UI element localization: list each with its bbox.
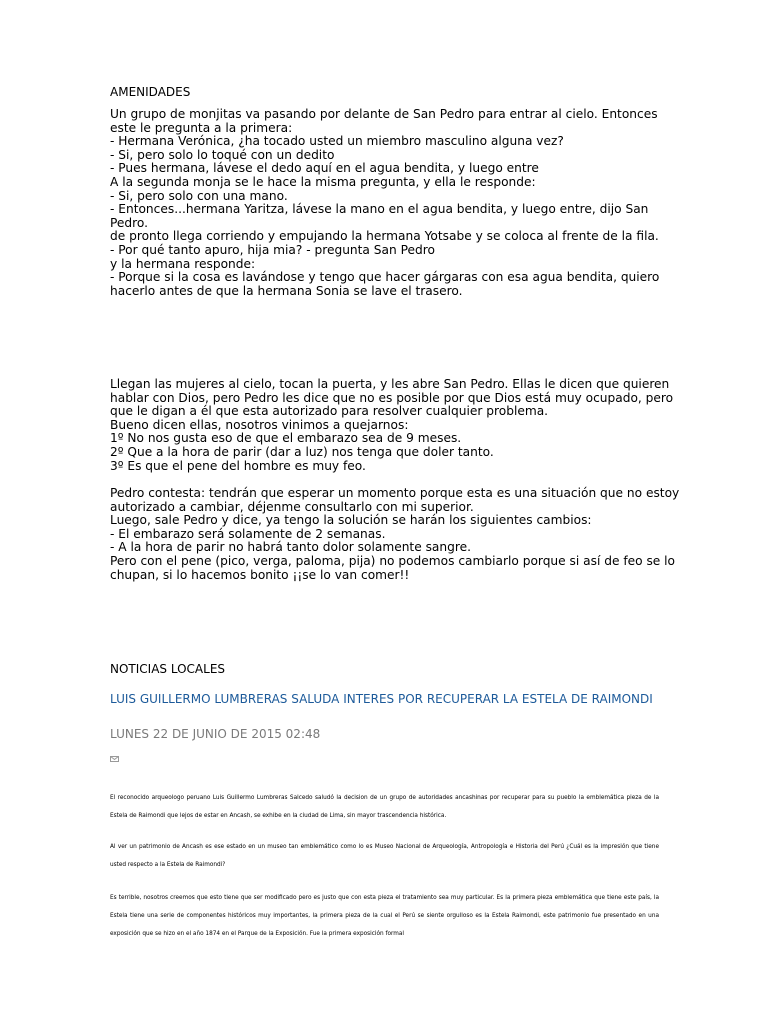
- text-line: Bueno dicen ellas, nosotros vinimos a quejarnos:: [110, 417, 409, 432]
- text-line: chupan, si lo hacemos bonito ¡¡se lo van comer!!: [110, 567, 410, 582]
- text-line: - Hermana Verónica, ¿ha tocado usted un miembro masculino alguna vez?: [110, 134, 564, 149]
- text-line: - Por qué tanto apuro, hija mia? - pregunta San Pedro: [110, 242, 435, 257]
- joke-text-2: [110, 377, 674, 473]
- text-line: - Porque si la cosa es lavándose y tengo que hacer gárgaras con esa agua bendita, quiero: [110, 270, 660, 285]
- text-line: hacerlo antes de que la hermana Sonia se lave el trasero.: [110, 283, 463, 298]
- text-line: de pronto llega corriendo y empujando la hermana Yotsabe y se coloca al frente de la fila.: [110, 229, 659, 244]
- text-line: 2º Que a la hora de parir (dar a luz) nos tenga que doler tanto.: [110, 444, 494, 459]
- article-date: LUNES 22 DE JUNIO DE 2015 02:48: [110, 727, 321, 741]
- joke-text-3: [110, 486, 680, 582]
- text-line: Pedro contesta: tendrán que esperar un momento porque esta es una situación que no estoy: [110, 486, 680, 500]
- text-line: A la segunda monja se le hace la misma pregunta, y ella le responde:: [110, 174, 536, 189]
- section-heading-amenidades: AMENIDADES: [110, 85, 191, 99]
- text-line: que le digan a él que esta autorizado para resolver cualquier problema.: [110, 404, 549, 419]
- text-line: - El embarazo será solamente de 2 semanas.: [110, 526, 386, 541]
- text-line: 1º No nos gusta eso de que el embarazo sea de 9 meses.: [110, 431, 462, 446]
- text-line: este le pregunta a la primera:: [110, 120, 293, 135]
- envelope-icon[interactable]: [110, 756, 119, 762]
- text-line: y la hermana responde:: [110, 256, 256, 271]
- article-paragraph: Es terrible, nosotros creemos que esto tiene que ser modificado pero es justo que con esta pieza el tratamiento sea muy particular. Es la primera pieza emblemática que tiene este país, la Estela tiene una serie de componentes históricos muy importantes, la primera pieza de la cual el Perú se siente orgulloso es la Estela Raimondi, este patrimonio fue presentado en una exposición que se hizo en el año 1874 en el Parque de la Exposición. Fue la primera exposición formal: [110, 893, 659, 937]
- text-line: - Pues hermana, lávese el dedo aquí en el agua bendita, y luego entre: [110, 161, 539, 176]
- text-line: Luego, sale Pedro y dice, ya tengo la solución se harán los siguientes cambios:: [110, 513, 592, 528]
- text-line: - Si, pero solo lo toqué con un dedito: [110, 147, 335, 162]
- text-line: hablar con Dios, pero Pedro les dice que no es posible por que Dios está muy ocupado, pero: [110, 390, 674, 405]
- text-line: autorizado a cambiar, déjenme consultarlo con mi superior.: [110, 499, 474, 514]
- news-article-title-link[interactable]: LUIS GUILLERMO LUMBRERAS SALUDA INTERES POR RECUPERAR LA ESTELA DE RAIMONDI: [110, 692, 653, 706]
- text-line: 3º Es que el pene del hombre es muy feo.: [110, 458, 366, 473]
- article-paragraph: El reconocido arqueologo peruano Luis Guillermo Lumbreras Salcedo saludó la decision de un grupo de autoridades ancashinas por recuperar para su pueblo la emblemática pieza de la Estela de Raimondi que lejos de estar en Ancash, se exhibe en la ciudad de Lima, sin mayor trascendencia histórica.: [110, 793, 659, 819]
- text-line: - Si, pero solo con una mano.: [110, 188, 288, 203]
- joke-text-1: [110, 108, 662, 298]
- text-line: - A la hora de parir no habrá tanto dolor solamente sangre.: [110, 540, 471, 555]
- text-line: Llegan las mujeres al cielo, tocan la puerta, y les abre San Pedro. Ellas le dicen que quieren: [110, 377, 670, 391]
- article-paragraph: Al ver un patrimonio de Ancash es ese estado en un museo tan emblemático como lo es Museo Nacional de Arqueología, Antropología e Historia del Perú ¿Cuál es la impresión que tiene usted respecto a la Estela de Raimondi?: [110, 842, 659, 868]
- text-line: Pedro.: [110, 215, 149, 230]
- text-line: Un grupo de monjitas va pasando por delante de San Pedro para entrar al cielo. Entonces: [110, 107, 658, 121]
- section-heading-noticias: NOTICIAS LOCALES: [110, 662, 226, 676]
- text-line: - Entonces...hermana Yaritza, lávese la mano en el agua bendita, y luego entre, dijo San: [110, 202, 649, 217]
- text-line: Pero con el pene (pico, verga, paloma, pija) no podemos cambiarlo porque si así de feo se lo: [110, 553, 676, 568]
